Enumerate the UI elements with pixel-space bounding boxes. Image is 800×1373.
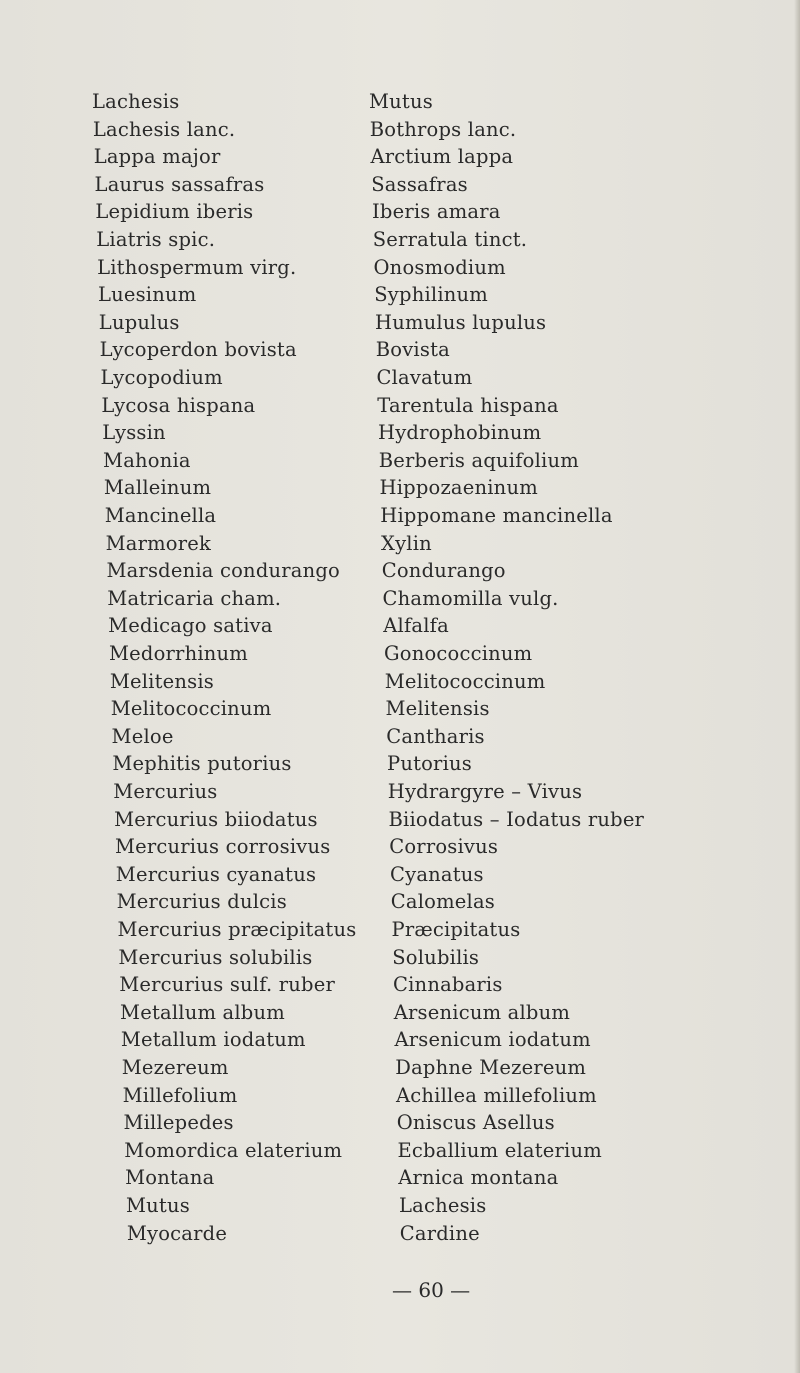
right-entry: Cinnabaris — [393, 973, 503, 997]
left-entry: Mephitis putorius — [112, 752, 292, 776]
right-entry: Corrosivus — [389, 835, 499, 859]
left-entry: Melitensis — [109, 669, 215, 693]
right-entry: Biiodatus – Iodatus ruber — [388, 807, 645, 831]
left-entry: Mutus — [126, 1194, 190, 1217]
right-entry: Iberis amara — [372, 200, 501, 224]
left-entry: Mancinella — [104, 504, 217, 527]
right-entry: Berberis aquifolium — [378, 448, 579, 472]
left-entry: Metallum iodatum — [120, 1028, 306, 1052]
left-entry: Myocarde — [126, 1221, 228, 1245]
right-entry: Calomelas — [390, 890, 495, 914]
left-entry: Mahonia — [103, 448, 191, 472]
right-entry: Bothrops lanc. — [369, 117, 517, 141]
left-entry: Matricaria cham. — [107, 586, 282, 610]
right-entry: Syphilinum — [374, 283, 488, 307]
left-entry: Marmorek — [105, 531, 212, 555]
left-entry: Marsdenia condurango — [106, 559, 340, 583]
left-entry: Mercurius præcipitatus — [117, 918, 357, 941]
left-entry: Mercurius sulf. ruber — [119, 973, 335, 997]
left-entry: Mercurius biiodatus — [114, 807, 318, 831]
right-entry: Hippomane mancinella — [380, 504, 613, 527]
left-entry: Mercurius — [113, 780, 218, 803]
right-entry: Serratula tinct. — [372, 228, 528, 251]
right-entry: Daphne Mezereum — [395, 1056, 587, 1079]
left-entry: Lithospermum virg. — [97, 255, 297, 279]
left-entry: Liatris spic. — [96, 228, 216, 251]
left-entry: Mercurius corrosivus — [114, 835, 331, 859]
left-entry: Luesinum — [97, 283, 197, 307]
left-entry: Malleinum — [103, 476, 212, 500]
left-entry: Lycosa hispana — [101, 393, 256, 417]
right-entry: Humulus lupulus — [375, 310, 547, 334]
left-entry: Medorrhinum — [109, 642, 248, 665]
right-entry: Cantharis — [386, 724, 485, 748]
page-number: — 60 — — [392, 1278, 471, 1302]
left-entry: Medicago sativa — [108, 614, 273, 638]
right-entry: Ecballium elaterium — [397, 1138, 602, 1162]
right-entry: Cardine — [399, 1221, 480, 1245]
right-entry: Chamomilla vulg. — [382, 586, 559, 610]
right-entry: Præcipitatus — [391, 918, 521, 941]
right-entry: Oniscus Asellus — [396, 1111, 555, 1135]
left-entry: Lupulus — [98, 310, 180, 334]
left-entry: Millepedes — [123, 1111, 234, 1135]
right-entry: Gonococcinum — [384, 642, 533, 665]
right-entry: Achillea millefolium — [396, 1083, 597, 1107]
right-entry: Hydrargyre – Vivus — [387, 780, 583, 803]
left-entry: Mercurius cyanatus — [115, 862, 317, 886]
left-entry: Meloe — [111, 724, 174, 748]
right-entry: Arctium lappa — [370, 145, 514, 169]
right-entry: Onosmodium — [373, 255, 506, 279]
right-entry: Clavatum — [376, 366, 473, 389]
left-entry: Mezereum — [121, 1056, 229, 1079]
right-entry: Cyanatus — [390, 862, 484, 886]
left-entry: Mercurius solubilis — [118, 945, 313, 969]
left-entry: Montana — [125, 1166, 215, 1190]
right-entry: Tarentula hispana — [377, 393, 559, 417]
right-entry: Arsenicum album — [393, 1000, 571, 1024]
right-entry: Hydrophobinum — [378, 421, 542, 445]
page-edge-shadow — [794, 0, 800, 1373]
right-entry: Melitococcinum — [384, 669, 546, 693]
left-entry: Lachesis lanc. — [92, 117, 236, 141]
left-entry: Millefolium — [122, 1083, 238, 1107]
left-entry: Lycoperdon bovista — [99, 338, 297, 362]
right-entry: Xylin — [381, 531, 432, 555]
right-entry: Solubilis — [392, 945, 480, 969]
right-entry: Lachesis — [399, 1194, 487, 1217]
left-entry: Lachesis — [92, 90, 180, 113]
right-entry: Mutus — [369, 90, 433, 113]
left-entry: Mercurius dulcis — [116, 890, 287, 914]
right-entry: Sassafras — [371, 172, 468, 196]
left-entry: Melitococcinum — [110, 697, 272, 721]
right-entry: Melitensis — [385, 697, 490, 721]
right-entry: Arsenicum iodatum — [394, 1028, 591, 1052]
right-entry: Putorius — [387, 752, 472, 776]
right-entry: Alfalfa — [383, 614, 449, 638]
left-entry: Momordica elaterium — [124, 1138, 343, 1162]
right-entry: Bovista — [375, 338, 450, 362]
left-entry: Lycopodium — [100, 366, 223, 389]
left-entry: Laurus sassafras — [94, 172, 265, 196]
right-entry: Condurango — [381, 559, 506, 583]
left-entry: Lappa major — [93, 145, 221, 169]
right-entry: Arnica montana — [398, 1166, 559, 1190]
right-entry: Hippozaeninum — [379, 476, 538, 500]
left-entry: Lyssin — [102, 421, 166, 445]
left-entry: Metallum album — [120, 1000, 285, 1024]
left-entry: Lepidium iberis — [95, 200, 254, 224]
